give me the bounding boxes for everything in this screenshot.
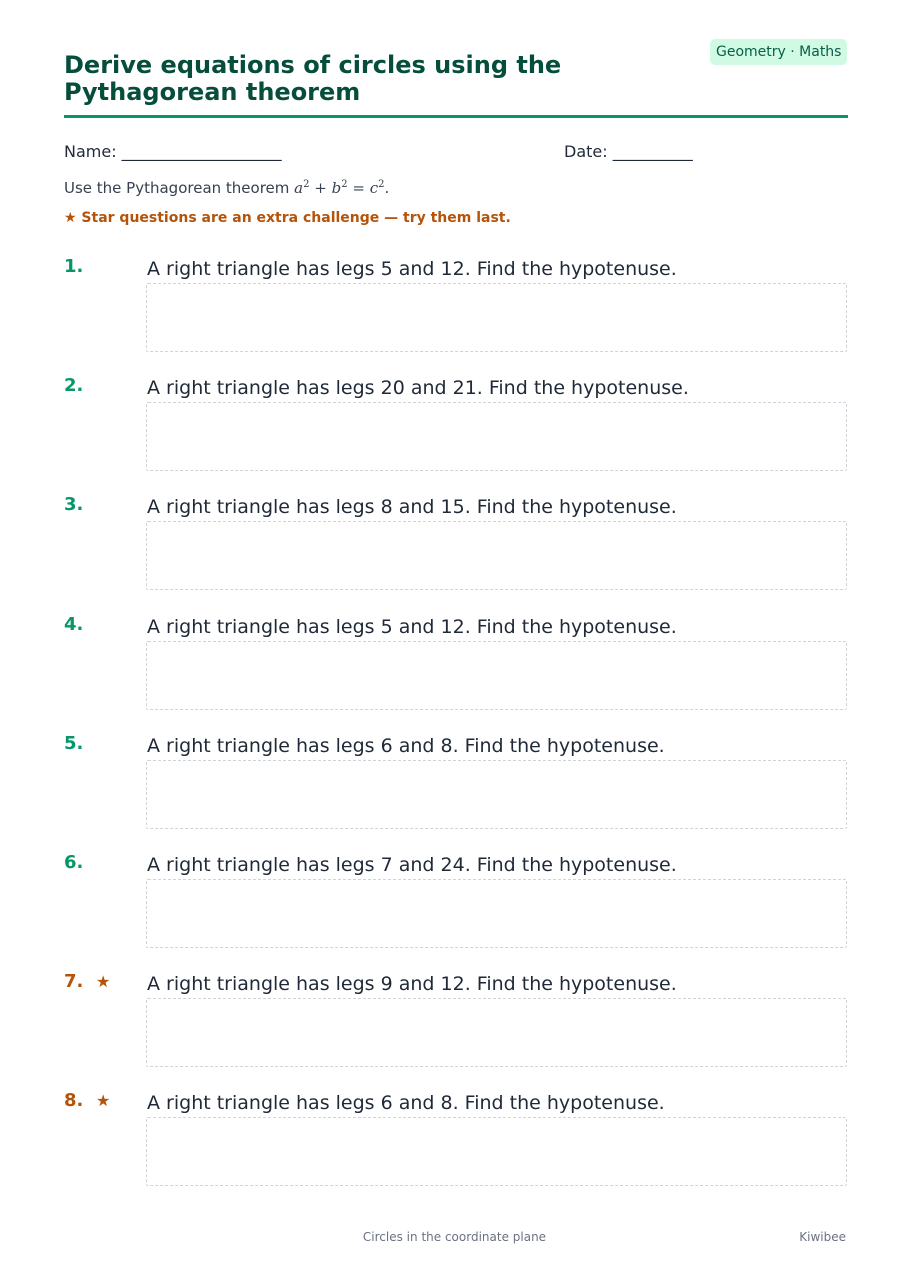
question-number: 1. <box>64 256 84 277</box>
question-item <box>64 852 848 962</box>
question-item <box>64 1090 848 1200</box>
answer-box[interactable] <box>146 283 847 352</box>
date-field: Date: __________ <box>564 142 693 161</box>
question-number: 3. <box>64 494 84 516</box>
challenge-note: ★ Star questions are an extra challenge — try them last. <box>64 210 511 226</box>
footer-brand: Kiwibee <box>799 1230 846 1244</box>
question-item <box>64 971 848 1081</box>
question-number: 5. <box>64 732 84 754</box>
question-text: A right triangle has legs 6 and 8. Find the hypotenuse. <box>147 1092 665 1115</box>
question-text: A right triangle has legs 8 and 15. Find the hypotenuse. <box>147 496 677 519</box>
star-icon: ★ <box>96 1091 111 1111</box>
question-text: A right triangle has legs 20 and 21. Find the hypotenuse. <box>147 377 689 400</box>
answer-box[interactable] <box>146 641 847 710</box>
question-text: A right triangle has legs 7 and 24. Find the hypotenuse. <box>147 854 677 876</box>
question-item <box>64 375 848 485</box>
footer-topic: Circles in the coordinate plane <box>362 1230 547 1244</box>
question-item <box>64 494 848 604</box>
answer-box[interactable] <box>146 521 847 590</box>
question-text: A right triangle has legs 6 and 8. Find the hypotenuse. <box>147 734 665 757</box>
question-item <box>64 256 848 366</box>
question-item <box>64 733 848 843</box>
star-icon: ★ <box>96 972 111 992</box>
question-number: 6. <box>64 852 84 873</box>
question-number: 4. <box>64 613 84 635</box>
pythagorean-formula: $a^2 + b^2 = c^2$ <box>294 179 385 197</box>
instruction-text <box>64 179 389 197</box>
worksheet-title: Derive equations of circles using the Pythagorean theorem <box>64 51 562 106</box>
question-text: A right triangle has legs 9 and 12. Find the hypotenuse. <box>147 973 677 996</box>
question-number: 8. <box>64 1090 84 1112</box>
subject-badge: Geometry · Maths <box>710 39 847 65</box>
answer-box[interactable] <box>146 879 847 948</box>
name-field: Name: ____________________ <box>64 142 282 161</box>
answer-box[interactable] <box>146 998 847 1067</box>
question-text: A right triangle has legs 5 and 12. Find the hypotenuse. <box>147 258 677 280</box>
question-number: 2. <box>64 375 84 397</box>
answer-box[interactable] <box>146 1117 847 1186</box>
question-text: A right triangle has legs 5 and 12. Find the hypotenuse. <box>147 615 677 638</box>
question-number: 7. <box>64 971 84 993</box>
instruction-lead: Use the Pythagorean theorem <box>64 179 295 197</box>
title-rule <box>64 115 848 118</box>
answer-box[interactable] <box>146 760 847 829</box>
question-item <box>64 614 848 724</box>
instruction-end: . <box>384 179 390 197</box>
answer-box[interactable] <box>146 402 847 471</box>
